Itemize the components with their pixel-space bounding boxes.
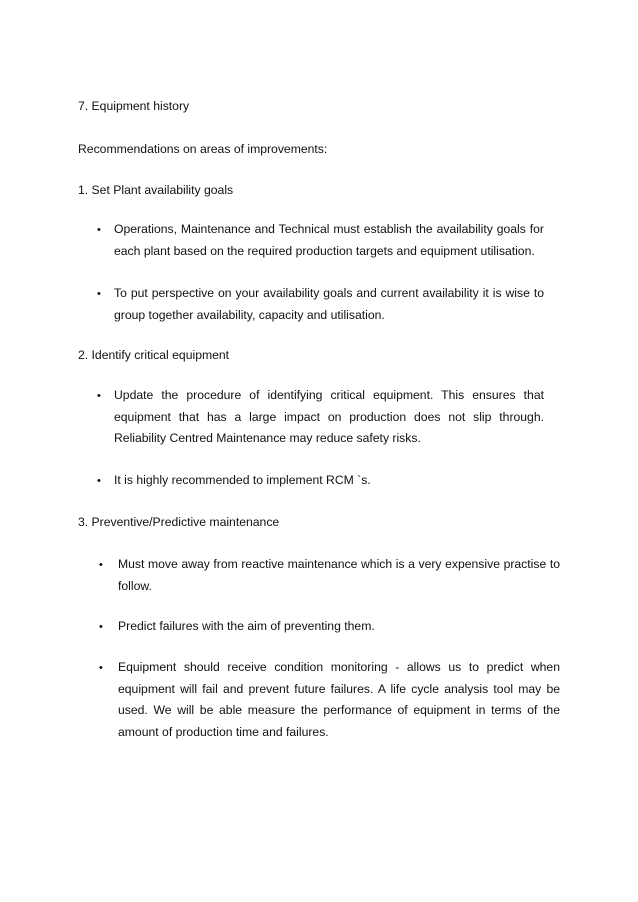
bullet-icon: • [97,475,101,487]
list-item-text: It is highly recommended to implement RCM `s. [114,473,371,487]
list-item-text: Must move away from reactive maintenance which is a very expensive practise to follow. [118,557,560,593]
bullet-icon: • [97,390,101,402]
bullet-icon: • [99,559,103,571]
list-item-text: To put perspective on your availability goals and current availability it is wise to group together availability, capacity and utilisation. [114,286,544,322]
list-item-text: Operations, Maintenance and Technical must establish the availability goals for each plant based on the required production targets and equipment utilisation. [114,222,544,258]
bullet-icon: • [99,662,103,674]
list-item-text: Equipment should receive condition monitoring - allows us to predict when equipment will fail and prevent future failures. A life cycle analysis tool may be used. We will be able measure the performance of equipment in terms of the amount of production time and failures. [118,660,560,739]
bullet-icon: • [97,288,101,300]
list-item-text: Predict failures with the aim of preventing them. [118,619,375,633]
bullet-icon: • [99,621,103,633]
section-2-heading: 2. Identify critical equipment [78,348,230,362]
list-item-text: Update the procedure of identifying critical equipment. This ensures that equipment that has a large impact on production does not slip through. Reliability Centred Maintenance may reduce safety risks. [114,388,544,445]
bullet-icon: • [97,224,101,236]
section-1-heading: 1. Set Plant availability goals [78,183,234,197]
recommendations-heading: Recommendations on areas of improvements: [78,142,328,156]
section-7-heading: 7. Equipment history [78,99,190,113]
section-3-heading: 3. Preventive/Predictive maintenance [78,515,280,529]
